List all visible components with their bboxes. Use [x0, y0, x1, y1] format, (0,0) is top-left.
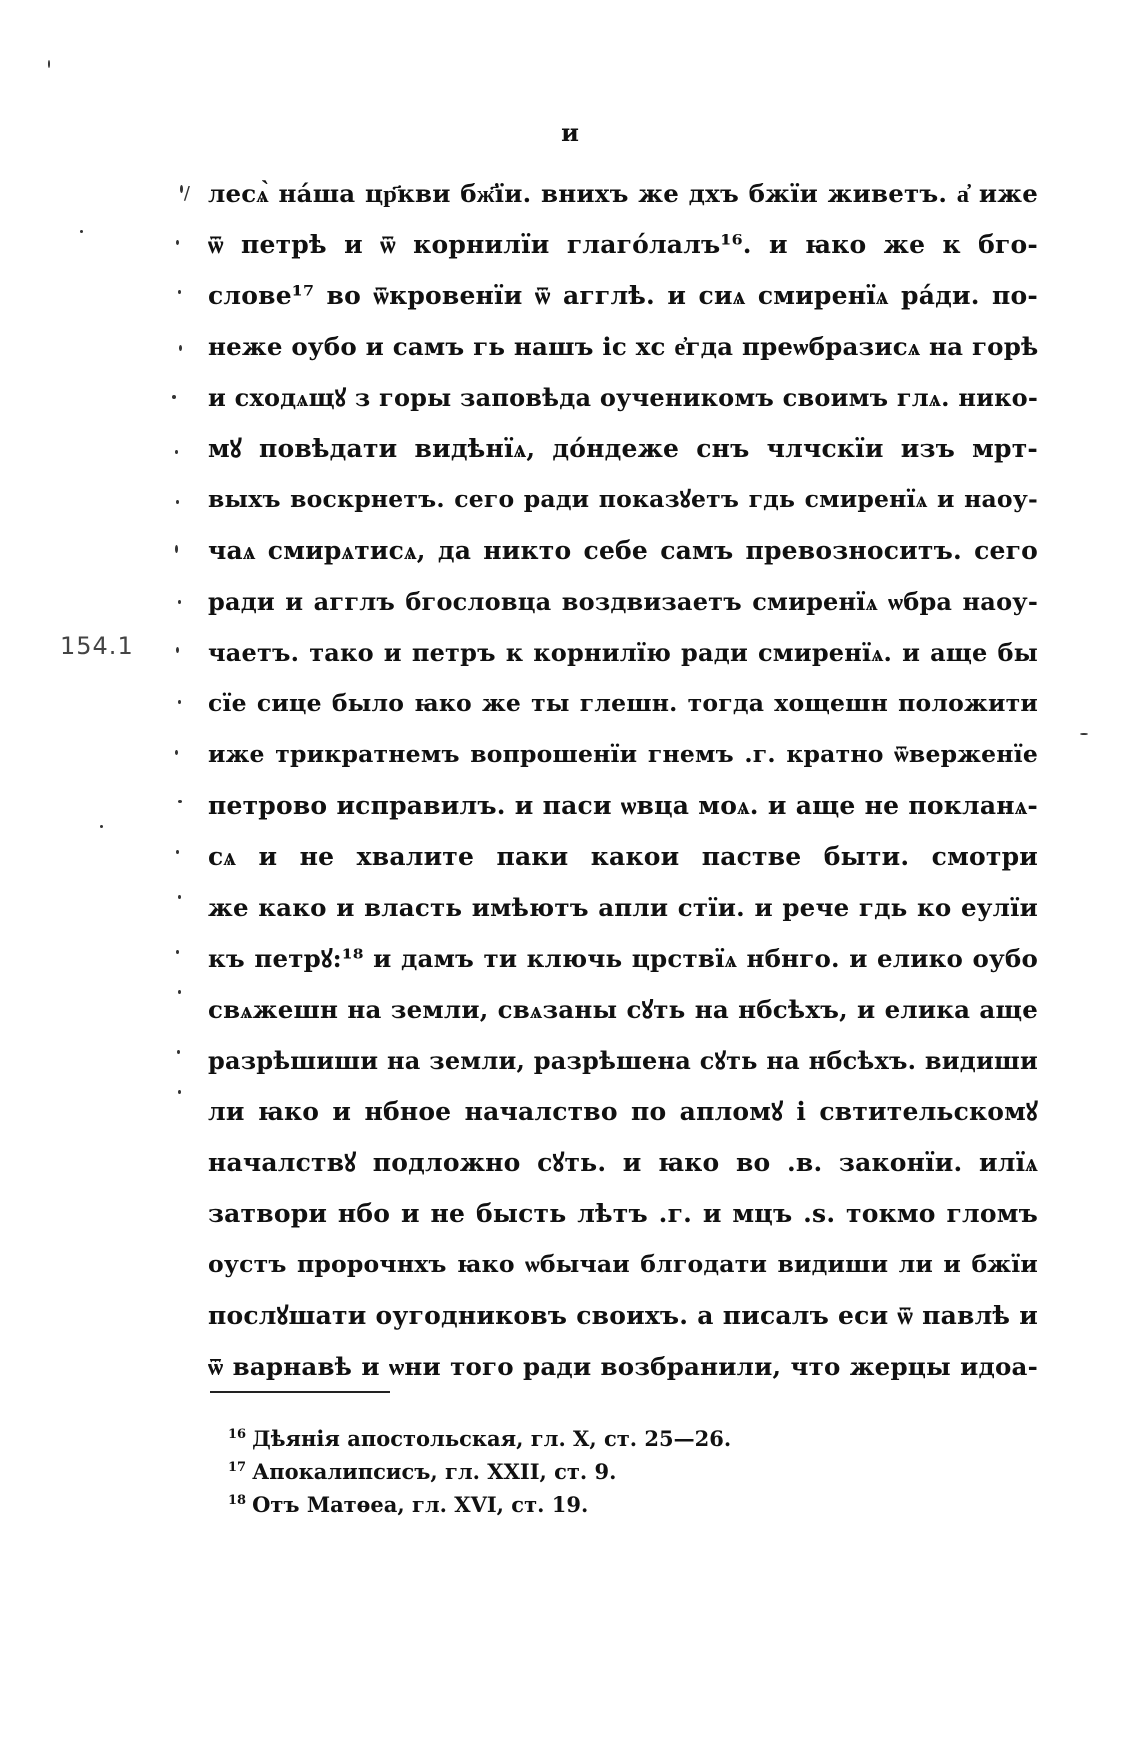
scan-speck	[1080, 733, 1088, 735]
text-line: затвори нбо и не бысть лѣтъ .г. и мцъ .ѕ. токмо гломъ	[208, 1199, 1038, 1228]
margin-mark	[150, 219, 190, 270]
text-line: выхъ воскрнетъ. сего ради показꙋетъ гдь смиренїѧ и наоу-	[208, 485, 1038, 513]
margin-mark	[150, 1086, 190, 1137]
text-line: лесѧ̀ на́ша цр҃кви бж҃їи. внихъ же дхъ бжїи живетъ. а҆ иже	[208, 179, 1038, 208]
text-line: ли ꙗко и нбное началство по апломꙋ і свтительскомꙋ	[208, 1097, 1038, 1126]
margin-mark	[150, 882, 190, 933]
margin-mark	[150, 984, 190, 1035]
text-line: свѧжешн на земли, свѧзаны сꙋть на нбсѣхъ, и елика аще	[208, 995, 1038, 1024]
margin-mark	[150, 372, 190, 423]
margin-mark	[150, 321, 190, 372]
margin-mark	[150, 627, 190, 678]
margin-mark	[150, 678, 190, 729]
margin-mark	[150, 729, 190, 780]
margin-mark	[150, 1035, 190, 1086]
footnote-number: 18	[228, 1493, 247, 1508]
footnote	[228, 1484, 928, 1517]
text-line: неже оубо и самъ гь нашъ іс хс е҆гда преѡбразисѧ на горѣ	[208, 332, 1039, 361]
margin-mark	[150, 474, 190, 525]
margin-mark	[150, 831, 190, 882]
margin-mark	[150, 576, 190, 627]
footnote-text: Дѣянія апостольская, гл. X, ст. 25—26.	[252, 1426, 732, 1451]
text-line: мꙋ повѣдати видѣнїѧ, до́ндеже снъ члчскїи изъ мрт-	[208, 434, 1038, 463]
text-line: иже трикратнемъ вопрошенїи гнемъ .г. кратно ѿверженїе	[208, 740, 1038, 768]
text-line: ради и агглъ бгословца воздвизаетъ смиренїѧ ѡбра наоу-	[208, 587, 1038, 616]
margin-mark	[150, 423, 190, 474]
text-line: и сходѧщꙋ з горы заповѣда оученикомъ своимъ глѧ. нико-	[208, 383, 1038, 412]
margin-mark	[150, 525, 190, 576]
footnote	[228, 1418, 928, 1451]
margin-handwritten-note: 154.1	[60, 632, 134, 660]
scan-speck	[100, 825, 103, 828]
margin-mark	[150, 1137, 190, 1188]
text-line: ѿ петрѣ и ѿ корнилїи глаго́лалъ¹⁶. и ꙗко же к бго-	[208, 230, 1038, 259]
text-line: сїе сице было ꙗко же ты глешн. тогда хощешн положити	[208, 689, 1038, 717]
main-text	[208, 168, 1038, 1392]
text-line: петрово исправилъ. и паси ѡвца моѧ. и аще не покланѧ-	[208, 791, 1038, 820]
footnote	[228, 1451, 928, 1484]
scan-speck	[48, 60, 50, 68]
text-line: началствꙋ подложно сꙋть. и ꙗко во .в. законїи. илїѧ	[208, 1148, 1038, 1177]
footnotes	[228, 1418, 928, 1517]
margin-mark: /	[183, 183, 190, 204]
text-line: ѿ варнавѣ и ѡни того ради возбранили, что жерцы идоа-	[208, 1352, 1038, 1381]
footnote-number: 17	[228, 1460, 247, 1475]
text-line: разрѣшиши на земли, разрѣшена сꙋть на нбсѣхъ. видиши	[208, 1046, 1038, 1075]
text-line: слове¹⁷ во ѿкровенїи ѿ агглѣ. и сиѧ смиренїѧ ра́ди. по-	[208, 281, 1038, 310]
text-line: къ петрꙋ:¹⁸ и дамъ ти ключь црствїѧ нбнго. и елико оубо	[208, 944, 1038, 973]
footnote-rule	[210, 1391, 390, 1393]
footnote-text: Апокалипсисъ, гл. XXII, ст. 9.	[252, 1459, 617, 1484]
text-line: чаѧ смирѧтисѧ, да никто себе самъ превозноситъ. сего	[208, 536, 1038, 565]
text-line: чаетъ. тако и петръ к корнилїю ради смиренїѧ. и аще бы	[208, 638, 1038, 667]
page-folio: и	[561, 118, 579, 147]
text-line: послꙋшати оугодниковъ своихъ. а писалъ еси ѿ павлѣ и	[208, 1301, 1038, 1330]
margin-mark	[150, 1290, 190, 1341]
margin-mark	[150, 1341, 190, 1392]
text-line: сѧ и не хвалите паки какои пастве быти. смотри	[208, 842, 1038, 871]
footnote-text: Отъ Матѳеа, гл. XVI, ст. 19.	[252, 1492, 589, 1517]
margin-mark	[150, 933, 190, 984]
margin-mark	[150, 1188, 190, 1239]
margin-marks	[150, 168, 190, 1392]
margin-mark	[150, 270, 190, 321]
scan-speck	[80, 230, 83, 233]
text-line: оустъ пророчнхъ ꙗко ѡбычаи блгодати видиши ли и бжїи	[208, 1250, 1038, 1278]
footnote-number: 16	[228, 1427, 247, 1442]
margin-mark	[150, 1239, 190, 1290]
text-line: же како и власть имѣютъ апли стїи. и рече гдь ко еулїи	[208, 893, 1038, 922]
margin-mark	[150, 780, 190, 831]
